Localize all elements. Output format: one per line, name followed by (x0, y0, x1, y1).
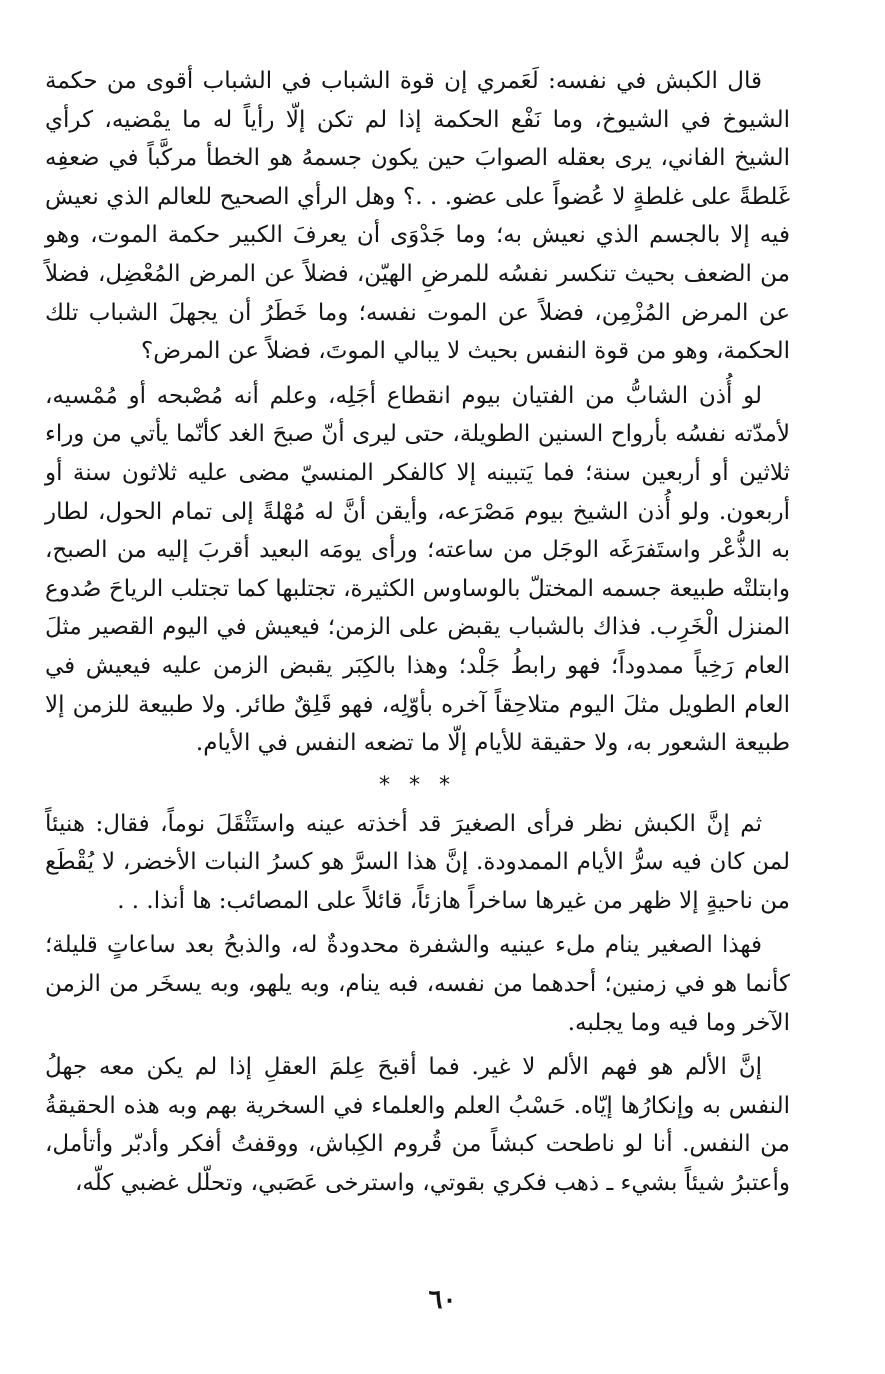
paragraph-ram-reflection: قال الكبش في نفسه: لَعَمري إن قوة الشباب في الشباب أقوى من حكمة الشيوخ في الشيوخ، وما نَفْع الحكمة إذا لم تكن إلّا رأياً له ما يمْضيه، كرأي الشيخ الفاني، يرى بعقله الصوابَ حين يكون جسمهُ هو الخطأ مركَّباً في ضعفِه غَلطةً على غلطةٍ لا عُضواً على عضو. . .؟ وهل الرأي الصحيح للعالم الذي نعيش فيه إلا بالجسم الذي نعيش به؛ وما جَدْوَى أن يعرفَ الكبير حكمة الموت، وهو من الضعف بحيث تنكسر نفسُه للمرضِ الهيّن، فضلاً عن المرض المُعْضِل، فضلاً عن المرض المُزْمِن، فضلاً عن الموت نفسه؛ وما خَطَرُ أن يجهلَ الشباب تلك الحكمة، وهو من قوة النفس بحيث لا يبالي الموتَ، فضلاً عن المرض؟ (45, 68, 790, 365)
paragraph-two-times: فهذا الصغير ينام ملء عينيه والشفرة محدودةٌ له، والذبحُ بعد ساعاتٍ قليلة؛ كأنما هو في زمنين؛ أحدهما من نفسه، فبه ينام، وبه يلهو، وبه يسخَر من الزمن الآخر وما فيه وما يجلبه. (45, 932, 790, 1036)
paragraph-pain-understanding: إنَّ الألم هو فهم الألم لا غير. فما أقبحَ عِلمَ العقلِ إذا لم يكن معه جهلُ النفس به وإنكارُها إيّاه. حَسْبُ العلم والعلماء في السخرية بهم وبه هذه الحقيقةُ من النفس. أنا لو ناطحت كبشاً من قُروم الكِباش، ووقفتُ أفكر وأدبّر وأتأمل، وأعتبرُ شيئاً بشيء ـ ذهب فكري بقوتي، واسترخى عَصَبي، وتحلّل غضبي كلّه، (45, 1054, 790, 1197)
paragraph-sleeping-lamb: ثم إنَّ الكبش نظر فرأى الصغيرَ قد أخذته عينه واستَثْقَلَ نوماً، فقال: هنيئاً لمن كان فيه سرُّ الأيام الممدودة. إنَّ هذا السرَّ هو كسرُ النبات الأخضر، لا يُقْطَع من ناحيةٍ إلا ظهر من غيرها ساخراً هازئاً، قائلاً على المصائب: ها أنذا. . . (45, 810, 790, 914)
page-body (45, 62, 790, 1209)
paragraph-youth-and-age: لو أُذن الشابُّ من الفتيان بيوم انقطاع أجَلِه، وعلم أنه مُصْبحه أو مُمْسيه، لأمدّته نفسُه بأرواح السنين الطويلة، حتى ليرى أنّ صبحَ الغد كأنّما يأتي من وراء ثلاثين أو أربعين سنة؛ فما يَتبينه إلا كالفكر المنسيّ مضى عليه ثلاثون سنة أو أربعون. ولو أُذن الشيخ بيوم مَصْرَعه، وأيقن أنَّ له مُهْلةً إلى تمام الحول، لطار به الذُّعْر واستَفرَغَه الوجَل من ساعته؛ ورأى يومَه البعيد أقربَ إليه من الصبح، وابتلتْه طبيعة جسمه المختلّ بالوساوس الكثيرة، تجتلبها كما تجتلب الرياحَ صُدوع المنزل الْخَرِب. فذاك بالشباب يقبض على الزمن؛ فيعيش في اليوم القصير مثلَ العام رَخِياً ممدوداً؛ فهو رابطُ جَلْد؛ وهذا بالكِبَر يقبض الزمن عليه فيعيش في العام الطويل مثلَ اليوم متلاحِقاً آخره بأوّلِه، فهو قَلِقٌ طائر. ولا طبيعة للزمن إلا طبيعة الشعور به، ولا حقيقة للأيام إلّا ما تضعه النفس في الأيام. (45, 382, 790, 757)
page-number: ٦٠ (428, 1285, 457, 1315)
section-divider-asterisks: * * * (379, 772, 456, 798)
